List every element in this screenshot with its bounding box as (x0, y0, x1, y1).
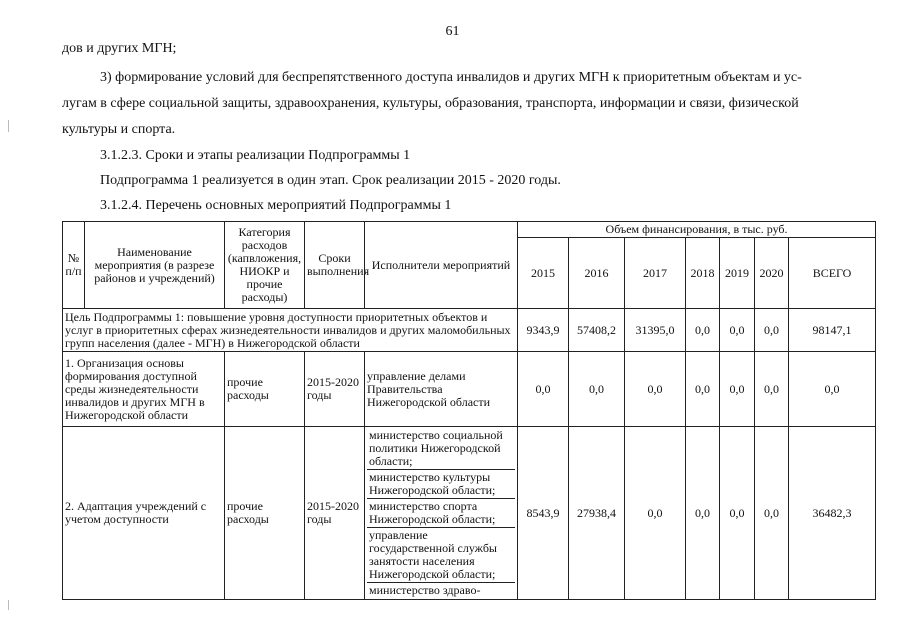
table-row-1 (63, 352, 876, 427)
row1-executor: управление делами Правительства Нижегородской области (365, 352, 518, 427)
row1-total: 0,0 (789, 352, 876, 427)
header-name: Наименование мероприятия (в разрезе районов и учреждений) (85, 222, 225, 309)
header-year-2016: 2016 (569, 238, 625, 309)
header-year-2015: 2015 (518, 238, 569, 309)
row2-2017: 0,0 (625, 427, 686, 600)
row2-executor-1: министерство социальной политики Нижегородской области; (367, 428, 515, 470)
paragraph-1: дов и других МГН; (62, 41, 177, 56)
row2-executor-3: министерство спорта Нижегородской области; (367, 499, 515, 528)
row2-2016: 27938,4 (569, 427, 625, 600)
goal-text: Цель Подпрограммы 1: повышение уровня доступности приоритетных объектов и услуг в приоритетных сферах жизнедеятельности инвалидов и других маломобильных групп населения (далее - МГН) в Нижегородской области (63, 309, 518, 352)
header-total: ВСЕГО (789, 238, 876, 309)
header-terms: Сроки выполнения (305, 222, 365, 309)
row1-2015: 0,0 (518, 352, 569, 427)
row1-2018: 0,0 (686, 352, 720, 427)
goal-2018: 0,0 (686, 309, 720, 352)
row2-executor-4: управление государственной службы занятости населения Нижегородской области; (367, 528, 515, 583)
row2-name: 2. Адаптация учреждений с учетом доступности (63, 427, 225, 600)
row2-executor-2: министерство культуры Нижегородской области; (367, 470, 515, 499)
row1-2017: 0,0 (625, 352, 686, 427)
row1-name: 1. Организация основы формирования доступной среды жизнедеятельности инвалидов и других МГН в Нижегородской области (63, 352, 225, 427)
section-heading-measures: 3.1.2.4. Перечень основных мероприятий Подпрограммы 1 (100, 198, 452, 213)
row2-category: прочие расходы (225, 427, 305, 600)
table-row-goal (63, 309, 876, 352)
row2-2018: 0,0 (686, 427, 720, 600)
goal-total: 98147,1 (789, 309, 876, 352)
paragraph-6: Подпрограмма 1 реализуется в один этап. Срок реализации 2015 - 2020 годы. (100, 173, 561, 188)
table-header-row (63, 222, 876, 238)
scan-mark (8, 120, 9, 132)
row1-terms: 2015-2020 годы (305, 352, 365, 427)
header-year-2020: 2020 (755, 238, 789, 309)
paragraph-2: 3) формирование условий для беспрепятственного доступа инвалидов и других МГН к приоритетным объектам и ус- (100, 70, 802, 85)
row1-2019: 0,0 (720, 352, 755, 427)
header-year-2019: 2019 (720, 238, 755, 309)
header-year-2018: 2018 (686, 238, 720, 309)
measures-table (62, 221, 876, 600)
page-number: 61 (445, 24, 460, 39)
goal-2019: 0,0 (720, 309, 755, 352)
row1-category: прочие расходы (225, 352, 305, 427)
row2-total: 36482,3 (789, 427, 876, 600)
paragraph-3: лугам в сфере социальной защиты, здравоохранения, культуры, образования, транспорта, информации и связи, физической (62, 96, 799, 111)
row2-2015: 8543,9 (518, 427, 569, 600)
goal-2015: 9343,9 (518, 309, 569, 352)
header-category: Категория расходов (капвложения, НИОКР и прочие расходы) (225, 222, 305, 309)
goal-2020: 0,0 (755, 309, 789, 352)
header-financing: Объем финансирования, в тыс. руб. (518, 222, 876, 238)
row2-2019: 0,0 (720, 427, 755, 600)
header-executors: Исполнители мероприятий (365, 222, 518, 309)
table-row-2 (63, 427, 876, 600)
row2-executors (365, 427, 518, 600)
row2-executor-5: министерство здраво- (369, 583, 481, 597)
header-year-2017: 2017 (625, 238, 686, 309)
paragraph-4: культуры и спорта. (62, 122, 176, 137)
row2-terms: 2015-2020 годы (305, 427, 365, 600)
row2-2020: 0,0 (755, 427, 789, 600)
goal-2017: 31395,0 (625, 309, 686, 352)
scan-mark (8, 600, 9, 610)
row1-2016: 0,0 (569, 352, 625, 427)
goal-2016: 57408,2 (569, 309, 625, 352)
section-heading-terms: 3.1.2.3. Сроки и этапы реализации Подпрограммы 1 (100, 148, 411, 163)
row1-2020: 0,0 (755, 352, 789, 427)
header-num: № п/п (63, 222, 85, 309)
